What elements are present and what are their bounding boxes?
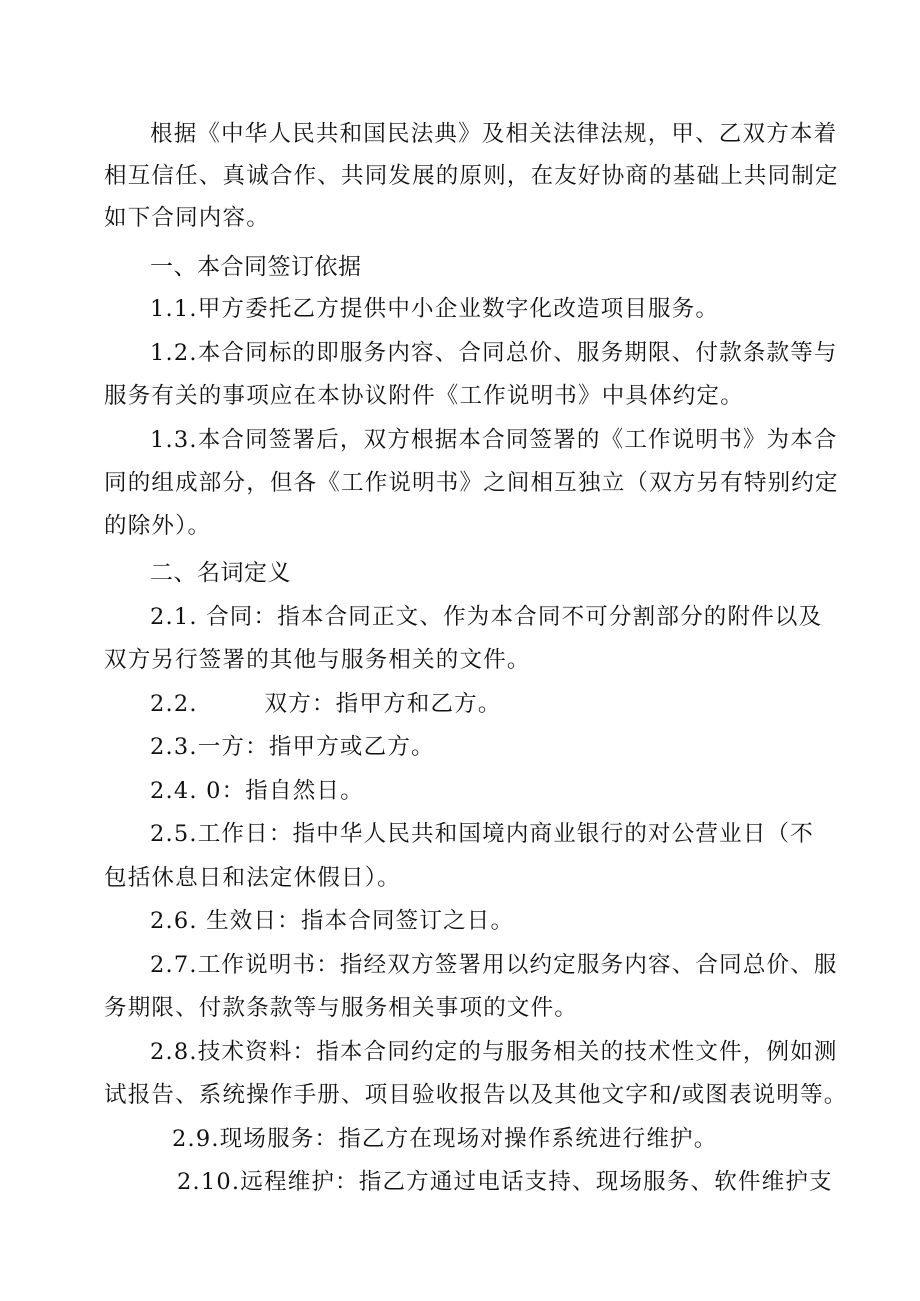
clause-2-1-line-1: 2.1. 合同：指本合同正文、作为本合同不可分割部分的附件以及 bbox=[150, 604, 823, 630]
clause-1-1: 1.1.甲方委托乙方提供中小企业数字化改造项目服务。 bbox=[150, 296, 720, 322]
clause-1-3-line-1: 1.3.本合同签署后，双方根据本合同签署的《工作说明书》为本合 bbox=[150, 427, 838, 453]
clause-1-2-line-1: 1.2.本合同标的即服务内容、合同总价、服务期限、付款条款等与 bbox=[150, 340, 838, 366]
clause-2-2: 2.2. 双方：指甲方和乙方。 bbox=[150, 691, 502, 717]
intro-line-1: 根据《中华人民共和国民法典》及相关法律法规，甲、乙双方本着 bbox=[150, 121, 838, 147]
clause-2-7-line-2: 务期限、付款条款等与服务相关事项的文件。 bbox=[104, 995, 579, 1021]
clause-2-8-line-1: 2.8.技术资料：指本合同约定的与服务相关的技术性文件，例如测 bbox=[150, 1039, 838, 1065]
section-2-heading: 二、名词定义 bbox=[150, 560, 291, 586]
clause-2-10-line-1: 2.10.远程维护：指乙方通过电话支持、现场服务、软件维护支 bbox=[177, 1169, 833, 1195]
clause-2-6: 2.6. 生效日：指本合同签订之日。 bbox=[150, 908, 515, 934]
intro-line-2: 相互信任、真诚合作、共同发展的原则，在友好协商的基础上共同制定 bbox=[104, 163, 839, 189]
section-1-heading: 一、本合同签订依据 bbox=[150, 254, 362, 280]
intro-line-3: 如下合同内容。 bbox=[104, 205, 270, 231]
clause-1-3-line-3: 的除外）。 bbox=[104, 513, 212, 539]
clause-2-4: 2.4. 0：指自然日。 bbox=[150, 778, 364, 804]
clause-2-8-line-2: 试报告、系统操作手册、项目验收报告以及其他文字和/或图表说明等。 bbox=[104, 1082, 848, 1108]
clause-2-5-line-1: 2.5.工作日：指中华人民共和国境内商业银行的对公营业日（不 bbox=[150, 821, 814, 847]
clause-2-9: 2.9.现场服务：指乙方在现场对操作系统进行维护。 bbox=[172, 1126, 718, 1152]
clause-2-1-line-2: 双方另行签署的其他与服务相关的文件。 bbox=[104, 647, 531, 673]
clause-1-2-line-2: 服务有关的事项应在本协议附件《工作说明书》中具体约定。 bbox=[104, 383, 744, 409]
clause-1-3-line-2: 同的组成部分，但各《工作说明书》之间相互独立（双方另有特别约定 bbox=[104, 470, 839, 496]
clause-2-5-line-2: 包括休息日和法定休假日）。 bbox=[104, 865, 401, 891]
clause-2-7-line-1: 2.7.工作说明书：指经双方签署用以约定服务内容、合同总价、服 bbox=[150, 952, 838, 978]
clause-2-3: 2.3.一方：指甲方或乙方。 bbox=[150, 734, 435, 760]
